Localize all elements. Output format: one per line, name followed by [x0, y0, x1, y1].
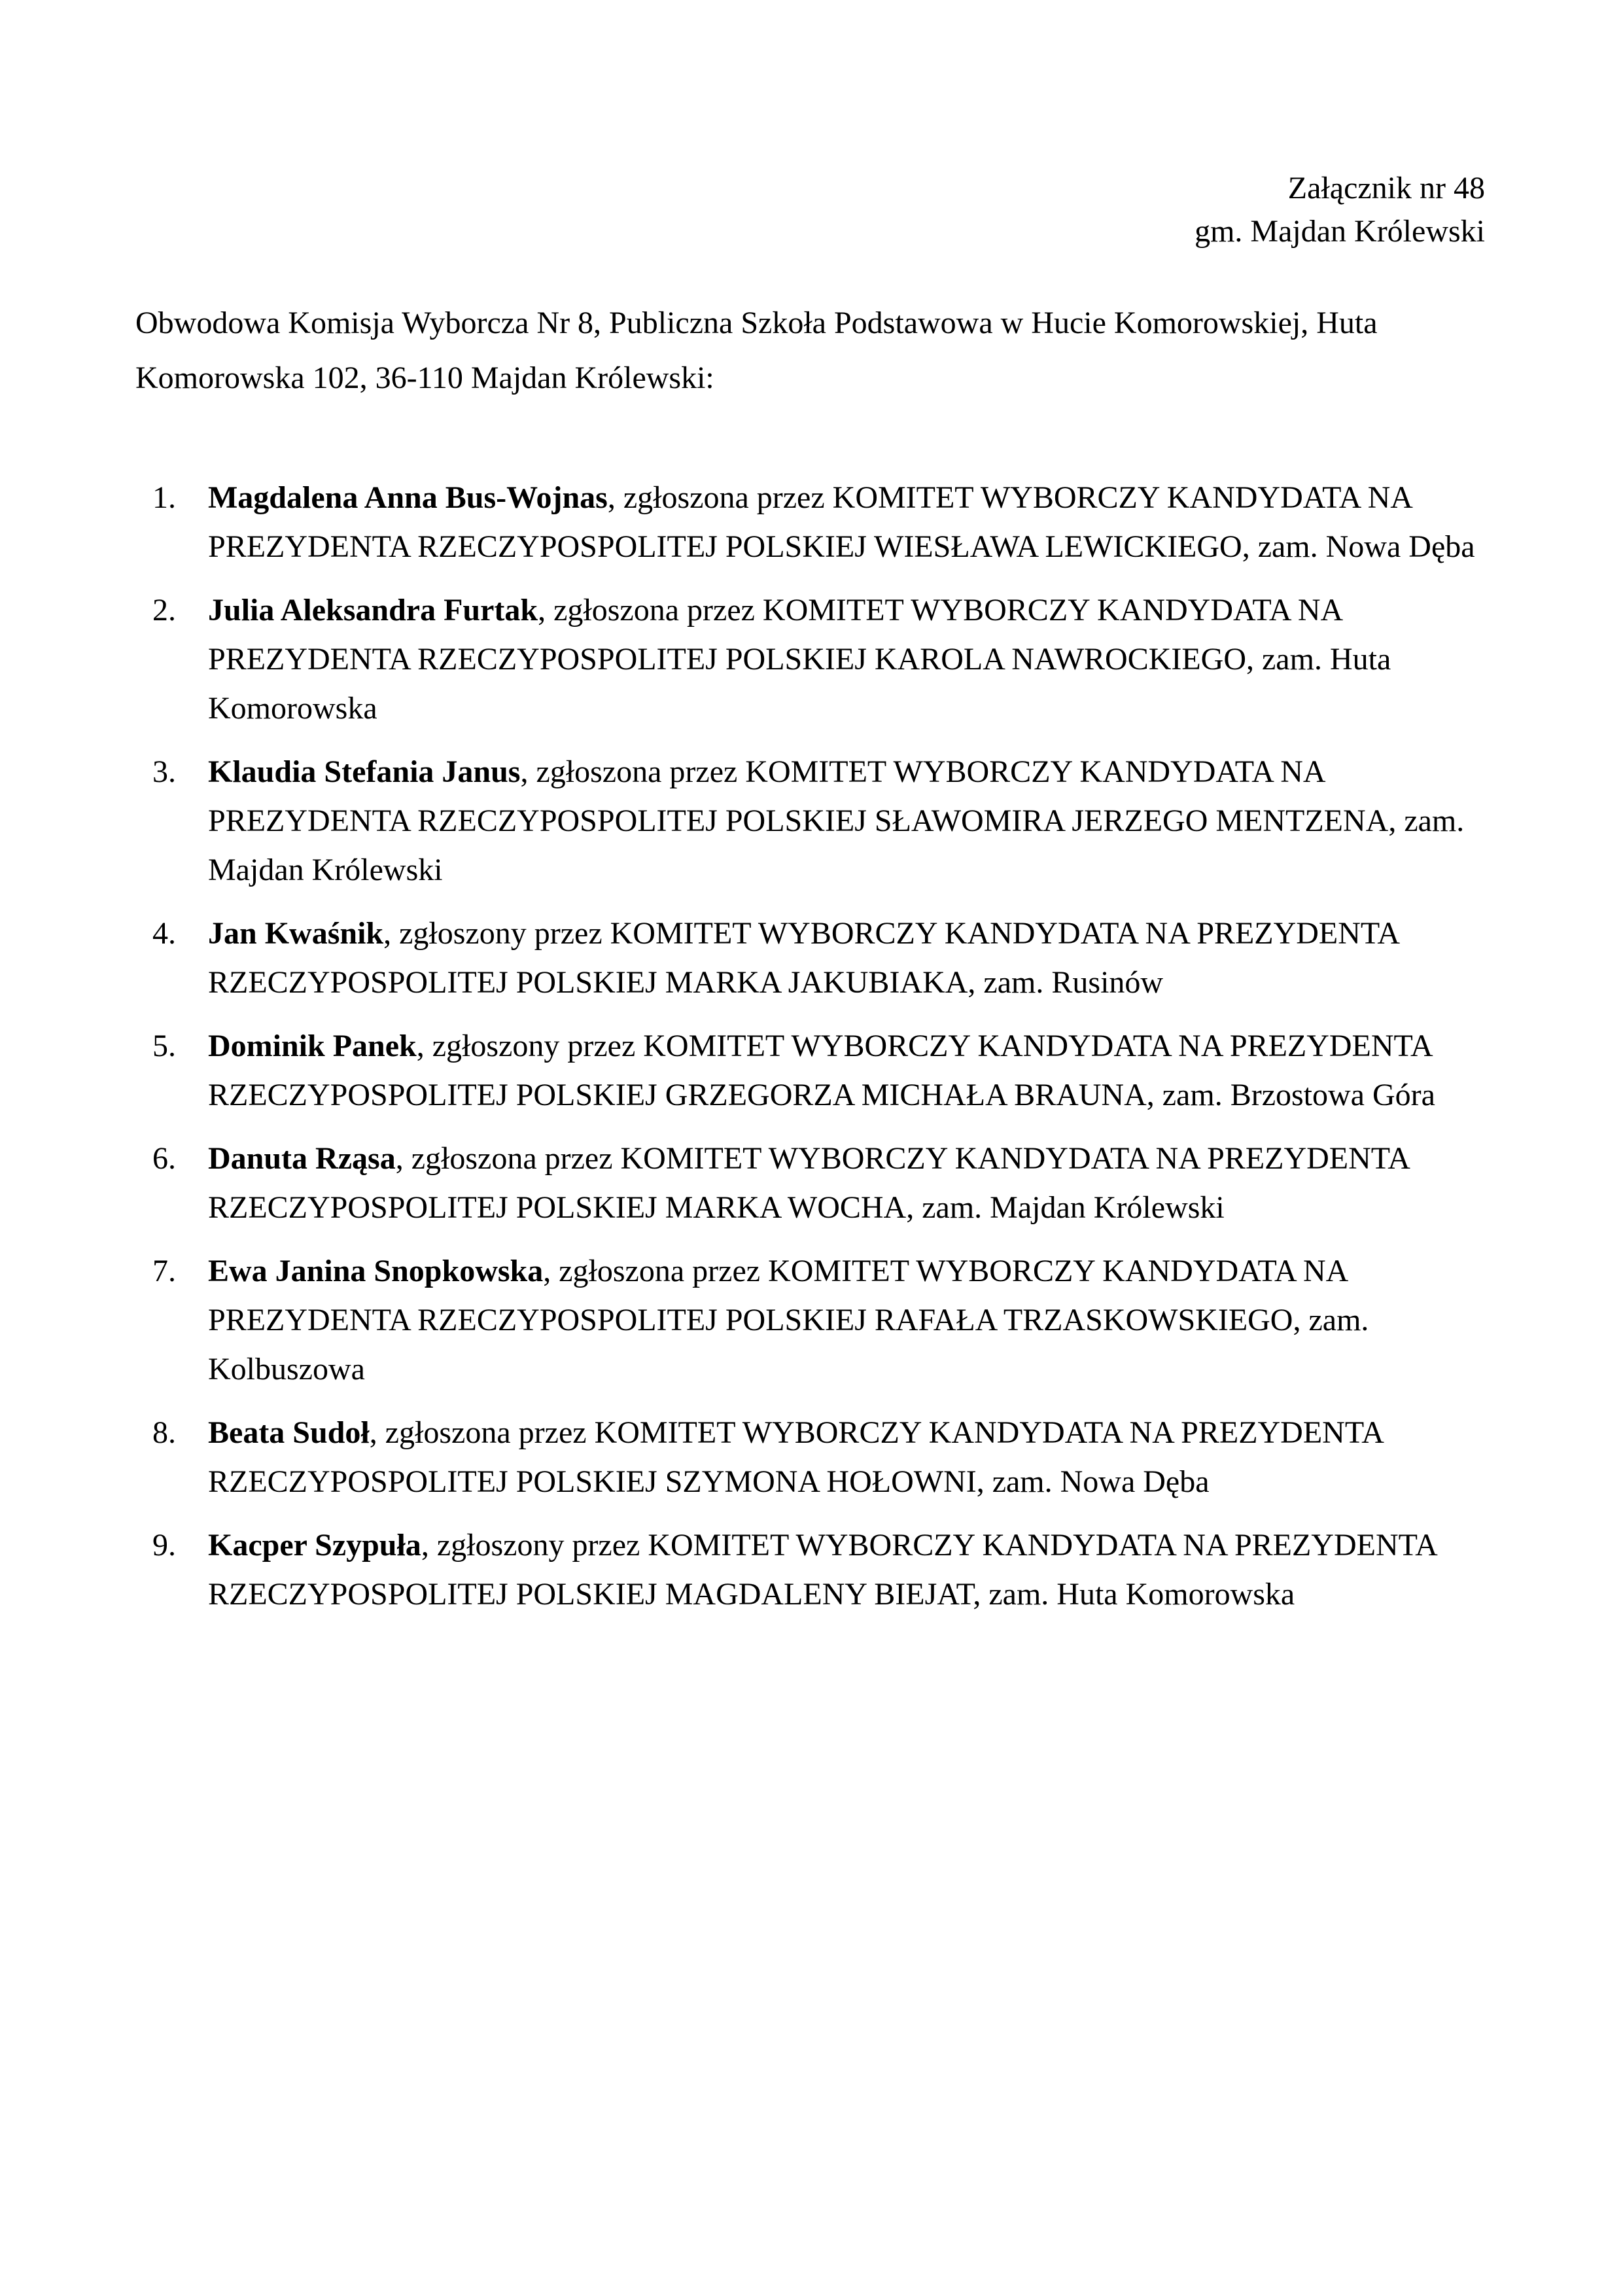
member-number: 2. — [152, 593, 176, 627]
attachment-header — [1195, 167, 1485, 253]
commission-members-list — [135, 473, 1496, 1633]
member-number: 8. — [152, 1415, 176, 1450]
member-number: 3. — [152, 754, 176, 789]
member-name: Beata Sudoł — [208, 1415, 370, 1450]
member-name: Klaudia Stefania Janus — [208, 754, 521, 789]
member-details: , zgłoszona przez KOMITET WYBORCZY KANDYDATA NA PREZYDENTA RZECZYPOSPOLITEJ POLSKIEJ KAROLA NAWROCKIEGO, zam. Huta Komorowska — [208, 593, 1391, 726]
member-item — [135, 909, 1496, 1007]
member-name: Magdalena Anna Bus-Wojnas — [208, 480, 608, 515]
member-item — [135, 1134, 1496, 1232]
member-name: Julia Aleksandra Furtak — [208, 593, 538, 627]
member-item — [135, 1408, 1496, 1506]
member-item — [135, 1021, 1496, 1120]
member-item — [135, 1521, 1496, 1619]
member-number: 9. — [152, 1528, 176, 1563]
member-item — [135, 473, 1496, 571]
member-number: 5. — [152, 1029, 176, 1063]
member-details: , zgłoszona przez KOMITET WYBORCZY KANDYDATA NA PREZYDENTA RZECZYPOSPOLITEJ POLSKIEJ MARKA WOCHA, zam. Majdan Królewski — [208, 1141, 1409, 1225]
member-item — [135, 586, 1496, 733]
member-details: , zgłoszona przez KOMITET WYBORCZY KANDYDATA NA PREZYDENTA RZECZYPOSPOLITEJ POLSKIEJ WIESŁAWA LEWICKIEGO, zam. Nowa Dęba — [208, 480, 1475, 564]
attachment-number: Załącznik nr 48 — [1287, 171, 1485, 205]
member-name: Jan Kwaśnik — [208, 916, 384, 951]
member-name: Dominik Panek — [208, 1029, 417, 1063]
member-number: 1. — [152, 480, 176, 515]
member-name: Kacper Szypuła — [208, 1528, 421, 1563]
member-details: , zgłoszona przez KOMITET WYBORCZY KANDYDATA NA PREZYDENTA RZECZYPOSPOLITEJ POLSKIEJ SŁAWOMIRA JERZEGO MENTZENA, zam. Majdan Królewski — [208, 754, 1465, 887]
member-item — [135, 1246, 1496, 1394]
member-details: , zgłoszony przez KOMITET WYBORCZY KANDYDATA NA PREZYDENTA RZECZYPOSPOLITEJ POLSKIEJ MAGDALENY BIEJAT, zam. Huta Komorowska — [208, 1528, 1437, 1612]
member-number: 7. — [152, 1254, 176, 1288]
municipality-name: gm. Majdan Królewski — [1195, 214, 1485, 249]
member-details: , zgłoszona przez KOMITET WYBORCZY KANDYDATA NA PREZYDENTA RZECZYPOSPOLITEJ POLSKIEJ SZYMONA HOŁOWNI, zam. Nowa Dęba — [208, 1415, 1383, 1499]
member-number: 4. — [152, 916, 176, 951]
member-name: Ewa Janina Snopkowska — [208, 1254, 544, 1288]
commission-intro: Obwodowa Komisja Wyborcza Nr 8, Publiczna Szkoła Podstawowa w Hucie Komorowskiej, Huta Komorowska 102, 36-110 Majdan Królewski: — [135, 306, 1378, 395]
member-number: 6. — [152, 1141, 176, 1176]
member-details: , zgłoszony przez KOMITET WYBORCZY KANDYDATA NA PREZYDENTA RZECZYPOSPOLITEJ POLSKIEJ MARKA JAKUBIAKA, zam. Rusinów — [208, 916, 1399, 1000]
member-details: , zgłoszona przez KOMITET WYBORCZY KANDYDATA NA PREZYDENTA RZECZYPOSPOLITEJ POLSKIEJ RAFAŁA TRZASKOWSKIEGO, zam. Kolbuszowa — [208, 1254, 1369, 1386]
member-name: Danuta Rząsa — [208, 1141, 396, 1176]
member-item — [135, 747, 1496, 894]
member-details: , zgłoszony przez KOMITET WYBORCZY KANDYDATA NA PREZYDENTA RZECZYPOSPOLITEJ POLSKIEJ GRZEGORZA MICHAŁA BRAUNA, zam. Brzostowa Góra — [208, 1029, 1435, 1112]
